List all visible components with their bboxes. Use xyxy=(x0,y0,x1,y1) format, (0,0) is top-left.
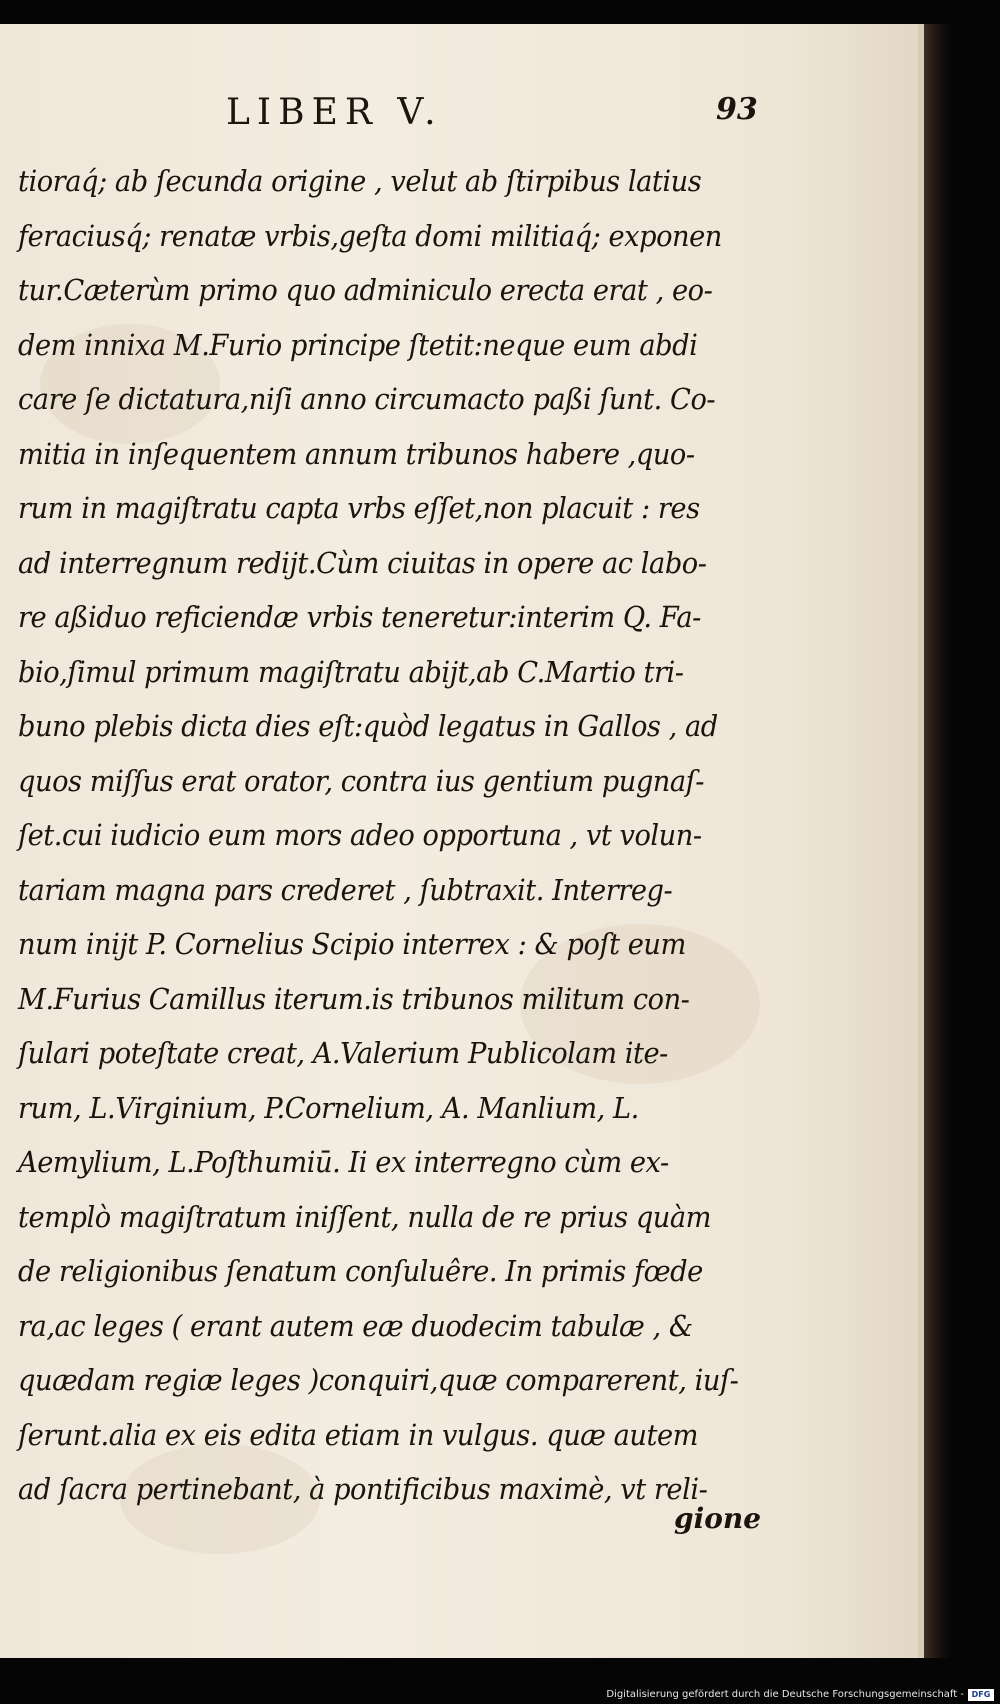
text-line: ad interregnum rediјt.Cùm ciuitas in opere ac labo- xyxy=(18,545,707,580)
text-line: quædam regiæ leges )conquiri,quæ comparerent, iuſ- xyxy=(18,1363,739,1397)
text-line: Aemylium, L.Poſthumiū. Ii ex interregno cùm ex- xyxy=(18,1145,669,1179)
text-line: tioraq́; ab ſecunda origine , velut ab ſtirpibus latius xyxy=(18,164,702,198)
text-line: ſerunt.alia ex eis edita etiam in vulgus. quæ autem xyxy=(18,1417,699,1452)
text-line: care ſe dictatura,niſi anno circumacto paßi ſunt. Co- xyxy=(18,382,716,416)
body-text xyxy=(18,154,760,1517)
running-title: LIBER V. xyxy=(226,92,443,133)
text-line: rum, L.Virginium, P.Cornelium, A. Manlium, L. xyxy=(18,1090,639,1125)
dfg-logo-icon: DFG xyxy=(968,1689,994,1701)
text-line: ſet.cui iudicio eum mors adeo opportuna , vt volun- xyxy=(18,818,702,852)
text-line: mitia in inſequentem annum tribunos habere ,quo- xyxy=(18,436,695,471)
digitization-footer xyxy=(0,1686,1000,1704)
text-line: tur.Cæterùm primo quo adminiculo erecta erat , eo- xyxy=(18,273,713,307)
text-line: bio,ſimul primum magiſtratu abiјt,ab C.Martio tri- xyxy=(18,654,684,689)
footer-credit: Digitalisierung gefördert durch die Deutsche Forschungsgemeinschaft - xyxy=(606,1689,964,1700)
text-line: de religionibus ſenatum conſuluêre. In primis fœde xyxy=(18,1254,703,1288)
book-page xyxy=(0,24,924,1658)
text-line: templò magiſtratum iniſſent, nulla de re prius quàm xyxy=(18,1199,712,1234)
text-line: ſulari poteſtate creat, A.Valerium Publicolam ite- xyxy=(18,1036,668,1070)
page-number: 93 xyxy=(716,92,758,127)
page-header xyxy=(0,76,924,136)
text-line: rum in magiſtratu capta vrbs eſſet,non placuit : res xyxy=(18,491,700,525)
text-line: ad ſacra pertinebant, à pontificibus maximè, vt reli- xyxy=(18,1472,708,1506)
text-line: ra,ac leges ( erant autem eæ duodecim tabulæ , & xyxy=(18,1308,693,1343)
text-line: dem innixa M.Furio principe ſtetit:neque eum abdi xyxy=(18,327,698,362)
text-line: M.Furius Camillus iterum.is tribunos militum con- xyxy=(18,981,690,1016)
text-line: feraciusq́; renatæ vrbis,geſta domi militiaq́; exponen xyxy=(18,218,722,253)
text-line: quos miſſus erat orator, contra ius gentium pugnaſ- xyxy=(18,763,705,798)
catchword: gione xyxy=(674,1502,762,1535)
text-line: num iniјt P. Cornelius Scipio interrex : & poſt eum xyxy=(18,927,686,961)
text-line: tariam magna pars crederet , ſubtraxit. Interreg- xyxy=(18,872,673,907)
text-line: re aßiduo reficiendæ vrbis teneretur:interim Q. Fa- xyxy=(18,600,701,634)
book-fore-edge xyxy=(924,24,952,1658)
text-line: buno plebis dicta dies eſt:quòd legatus in Gallos , ad xyxy=(18,709,718,743)
